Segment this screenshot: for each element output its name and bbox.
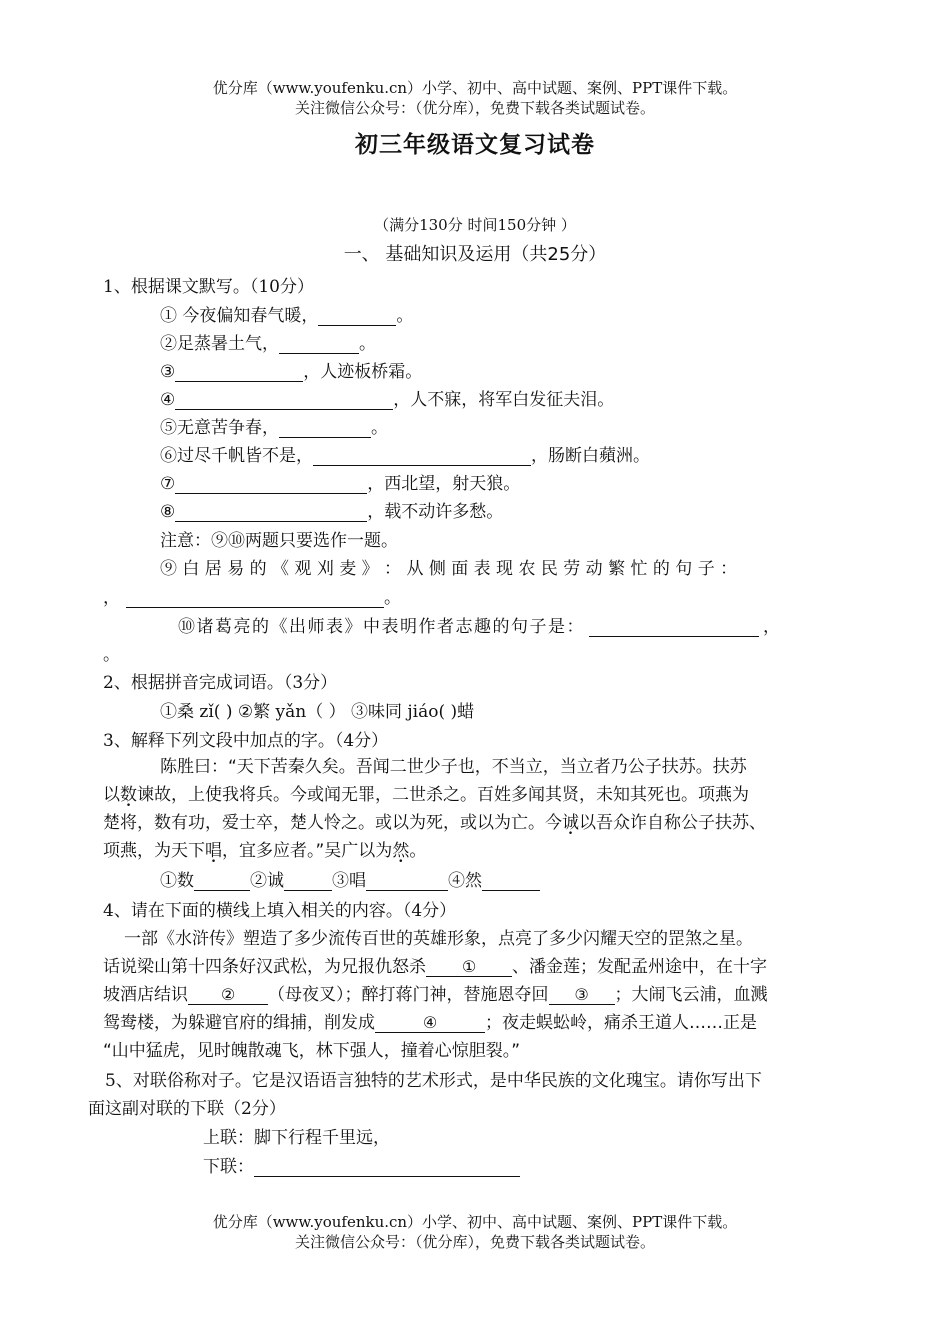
q1-item-6-end: ，肠断白蘋洲。 xyxy=(531,446,650,466)
answer-blank[interactable] xyxy=(175,475,367,494)
q1-item-8 xyxy=(160,497,503,522)
answer-blank[interactable] xyxy=(366,872,448,891)
q4-text: 、潘金莲；发配孟州途中，在十字 xyxy=(512,957,767,977)
q4-line-3 xyxy=(103,980,768,1005)
q4-text: 坡酒店结识 xyxy=(103,985,188,1005)
q4-line-5: “山中猛虎，见时魄散魂飞，林下强人，撞着心惊胆裂。” xyxy=(103,1041,521,1061)
q4-blank-2[interactable]: ② xyxy=(188,985,268,1005)
q2-items: ①桑 zǐ( ) ②繁 yǎn（ ） ③味同 jiáo( )蜡 xyxy=(160,702,475,722)
q1-item-4-text: ④ xyxy=(160,390,176,410)
q3-text: 楚将，数有功，爱士卒，楚人怜之。或以为死，或以为亡。今 xyxy=(103,813,562,833)
q3-passage-line-2 xyxy=(103,780,749,805)
q3-dotted-char: 数 xyxy=(120,785,137,805)
q1-item-3-end: ，人迹板桥霜。 xyxy=(303,362,423,382)
q5-line-2: 面这副对联的下联（2分） xyxy=(88,1099,286,1119)
section-heading: 一、 基础知识及运用（共25分） xyxy=(343,244,607,265)
q1-item-5-text: ⑤无意苦争春， xyxy=(160,418,279,438)
couplet-lower-label: 下联： xyxy=(203,1157,254,1177)
couplet-lower xyxy=(203,1152,520,1177)
q1-item-6 xyxy=(160,441,650,466)
q1-item-4-end: ，人不寐，将军白发征夫泪。 xyxy=(393,390,615,410)
q1-item-1-text: ① 今夜偏知春气暖， xyxy=(160,306,319,326)
answer-blank[interactable] xyxy=(126,589,384,608)
answer-blank[interactable] xyxy=(175,391,393,410)
exam-info: （满分130分 时间150分钟 ） xyxy=(374,216,576,234)
couplet-upper: 上联：脚下行程千里远， xyxy=(203,1128,390,1148)
q1-item-3 xyxy=(160,357,422,382)
q3-passage-line-3 xyxy=(103,808,766,833)
q4-line-1: 一部《水浒传》塑造了多少流传百世的英雄形象，点亮了多少闪耀天空的罡煞之星。 xyxy=(124,929,753,949)
answer-blank[interactable] xyxy=(279,335,359,354)
answer-blank[interactable] xyxy=(313,447,531,466)
q4-text: 鸳鸯楼，为躲避官府的缉捕，削发成 xyxy=(103,1013,375,1033)
answer-blank[interactable] xyxy=(482,872,540,891)
q4-line-2 xyxy=(103,952,767,977)
q1-item-8-text: ⑧ xyxy=(160,502,176,522)
q4-blank-1[interactable]: ① xyxy=(426,957,512,977)
q3-answer-label: ④然 xyxy=(448,871,482,891)
q1-item-2-text: ②足蒸暑土气， xyxy=(160,334,279,354)
q3-dotted-char: 诚 xyxy=(562,813,579,833)
question-1-title: 1、根据课文默写。（10分） xyxy=(103,277,314,297)
q3-dotted-char: 然 xyxy=(392,841,410,861)
answer-blank[interactable] xyxy=(284,872,332,891)
q3-text: 项燕，为天下 xyxy=(103,841,205,861)
q1-item-10-end: 。 xyxy=(103,645,120,665)
q3-text: ，宜多应者。”吴广以为 xyxy=(222,841,393,861)
q1-note: 注意：⑨⑩两题只要选作一题。 xyxy=(160,531,398,551)
q3-text: 。 xyxy=(409,841,427,861)
q3-answer-label: ②诚 xyxy=(250,871,284,891)
question-2-title: 2、根据拼音完成词语。（3分） xyxy=(103,673,338,693)
q1-item-10 xyxy=(178,612,780,637)
q1-item-5-end: 。 xyxy=(371,418,388,438)
q1-item-1-end: 。 xyxy=(396,306,414,326)
q3-text: 谏故，上使我将兵。今或闻无罪，二世杀之。百姓多闻其贤，未知其死也。项燕为 xyxy=(137,785,749,805)
q1-item-10-text: ⑩诸葛亮的《出师表》中表明作者志趣的句子是： xyxy=(178,617,585,637)
footer-line-2: 关注微信公众号：（优分库），免费下载各类试题试卷。 xyxy=(294,1233,655,1251)
q1-item-9-comma: ， xyxy=(103,588,120,608)
q5-line-1: 5、对联俗称对子。它是汉语语言独特的艺术形式，是中华民族的文化瑰宝。请你写出下 xyxy=(105,1071,762,1091)
q3-passage-line-4 xyxy=(103,836,426,861)
q1-item-1 xyxy=(160,301,413,326)
q1-item-9-answer xyxy=(103,583,401,608)
q1-item-5 xyxy=(160,413,388,438)
header-line-1: 优分库（www.youfenku.cn）小学、初中、高中试题、案例、PPT课件下载。 xyxy=(212,79,738,97)
q3-answers xyxy=(160,866,540,891)
q4-text: ；大闹飞云浦，血溅 xyxy=(614,985,768,1005)
q3-text: 以 xyxy=(103,785,120,805)
q4-blank-4[interactable]: ④ xyxy=(375,1013,485,1033)
q3-text: 以吾众诈自称公子扶苏、 xyxy=(579,813,766,833)
q1-item-10-comma: ， xyxy=(763,617,780,637)
answer-blank[interactable] xyxy=(175,363,303,382)
q3-dotted-char: 唱 xyxy=(205,841,222,861)
q1-item-7 xyxy=(160,469,520,494)
q1-item-2 xyxy=(160,329,376,354)
answer-blank[interactable] xyxy=(589,618,759,637)
q1-item-4 xyxy=(160,385,614,410)
answer-blank[interactable] xyxy=(194,872,250,891)
header-line-2: 关注微信公众号：（优分库），免费下载各类试题试卷。 xyxy=(294,99,655,117)
q4-text: 话说梁山第十四条好汉武松，为兄报仇怒杀 xyxy=(103,957,426,977)
answer-blank[interactable] xyxy=(254,1158,520,1177)
q3-answer-label: ③唱 xyxy=(332,871,366,891)
answer-blank[interactable] xyxy=(318,307,396,326)
q1-item-9: ⑨ 白 居 易 的 《 观 刈 麦 》 ： 从 侧 面 表 现 农 民 劳 动 繁 忙 的 句 子 ： xyxy=(160,559,738,579)
q3-passage-line-1: 陈胜曰：“天下苦秦久矣。吾闻二世少子也，不当立，当立者乃公子扶苏。扶苏 xyxy=(160,757,747,777)
q1-item-8-end: ，载不动许多愁。 xyxy=(367,502,504,522)
q1-item-6-text: ⑥过尽千帆皆不是， xyxy=(160,446,313,466)
answer-blank[interactable] xyxy=(175,503,367,522)
q4-text: （母夜叉）；醉打蒋门神，替施恩夺回 xyxy=(268,985,549,1005)
q1-item-2-end: 。 xyxy=(359,334,376,354)
question-4-title: 4、请在下面的横线上填入相关的内容。（4分） xyxy=(103,901,457,921)
page-title: 初三年级语文复习试卷 xyxy=(355,132,595,158)
question-3-title: 3、解释下列文段中加点的字。（4分） xyxy=(103,731,389,751)
answer-blank[interactable] xyxy=(279,419,371,438)
q3-answer-label: ①数 xyxy=(160,871,194,891)
footer-line-1: 优分库（www.youfenku.cn）小学、初中、高中试题、案例、PPT课件下载。 xyxy=(212,1213,738,1231)
q4-text: ；夜走蜈蚣岭，痛杀王道人……正是 xyxy=(485,1013,757,1033)
q4-line-4 xyxy=(103,1008,757,1033)
q1-item-7-text: ⑦ xyxy=(160,474,176,494)
q1-item-3-text: ③ xyxy=(160,362,176,382)
q1-item-7-end: ，西北望，射天狼。 xyxy=(367,474,521,494)
q1-item-9-end: 。 xyxy=(384,588,401,608)
q4-blank-3[interactable]: ③ xyxy=(549,985,615,1005)
